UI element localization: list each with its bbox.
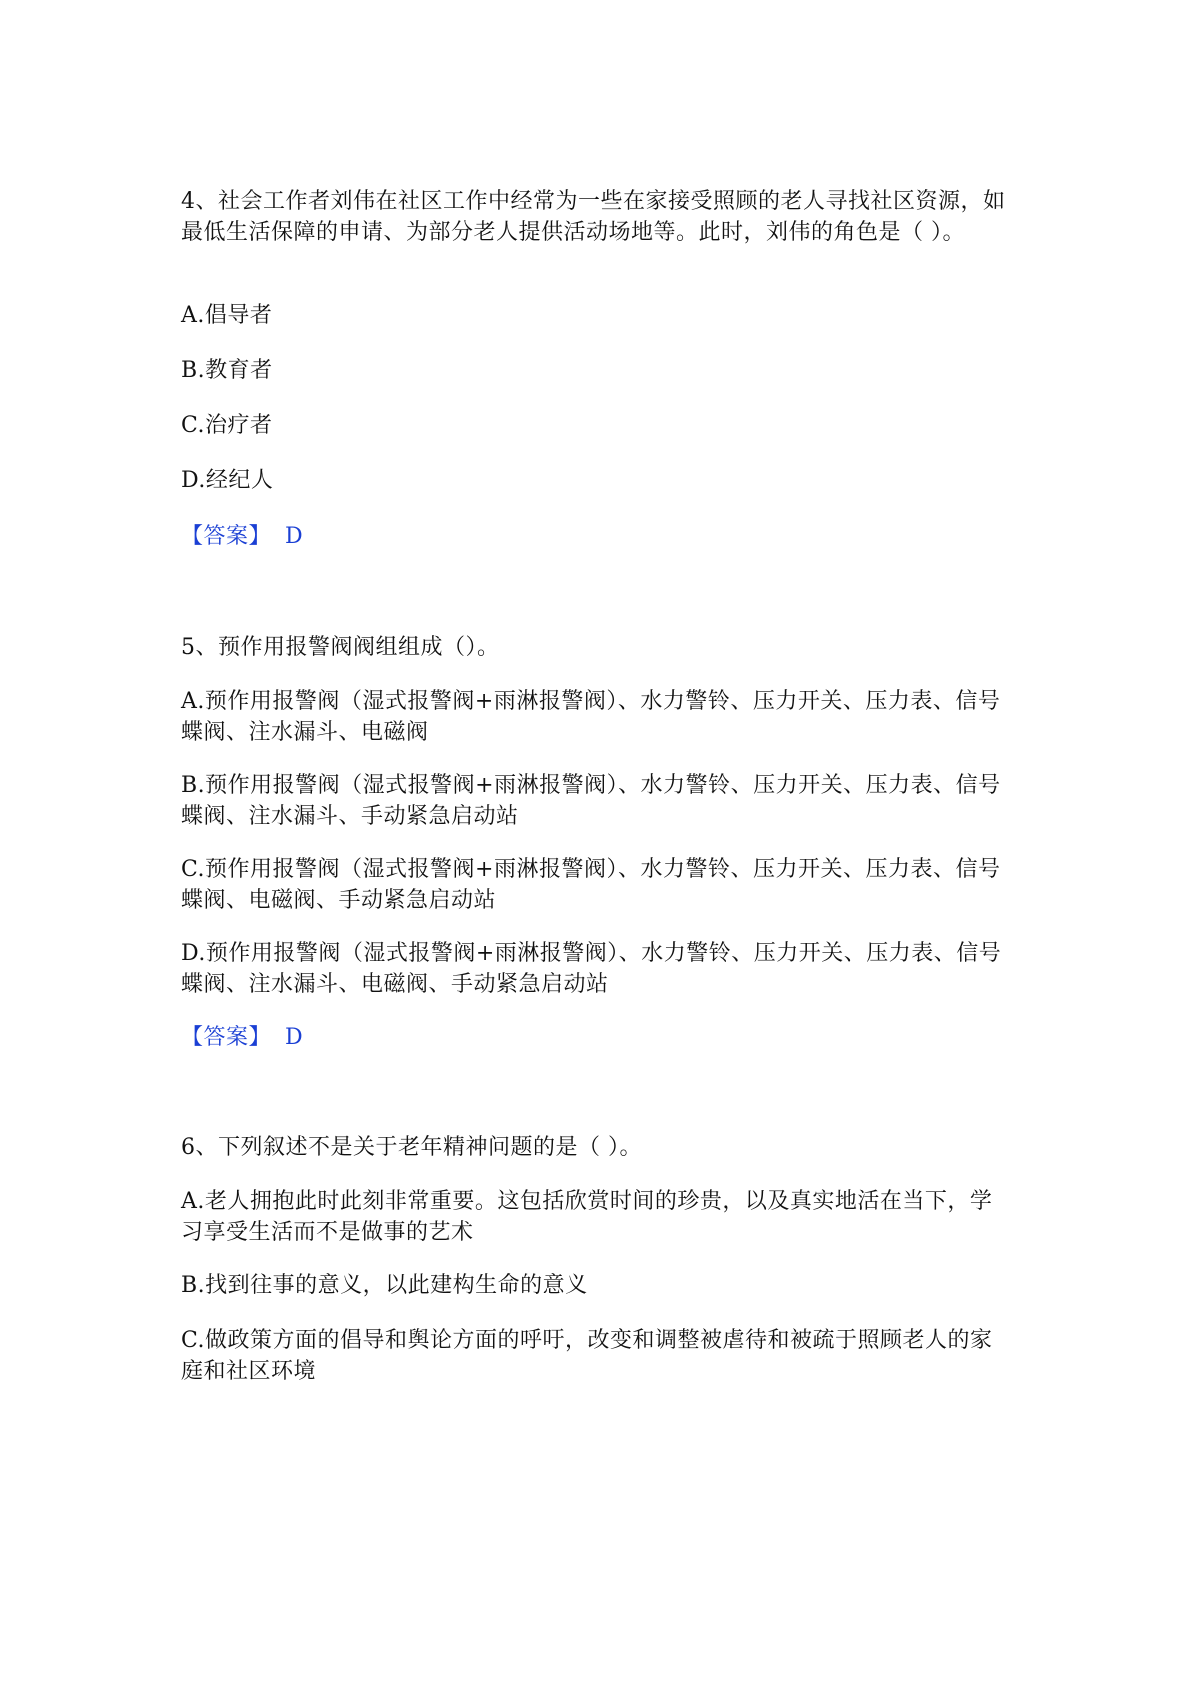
question-5-option-d: D.预作用报警阀（湿式报警阀+雨淋报警阀）、水力警铃、压力开关、压力表、信号蝶阀、注水漏斗、电磁阀、手动紧急启动站: [181, 941, 1002, 997]
question-4-stem: 4、社会工作者刘伟在社区工作中经常为一些在家接受照顾的老人寻找社区资源，如最低生活保障的申请、为部分老人提供活动场地等。此时，刘伟的角色是（ ）。: [181, 189, 1006, 245]
question-5-option-a: A.预作用报警阀（湿式报警阀+雨淋报警阀）、水力警铃、压力开关、压力表、信号蝶阀、注水漏斗、电磁阀: [181, 689, 1001, 745]
question-4-option-d: D.经纪人: [181, 468, 274, 493]
question-5-stem: 5、预作用报警阀阀组组成（）。: [181, 635, 500, 660]
question-4-option-b: B.教育者: [181, 358, 273, 383]
question-5-answer: [181, 1022, 303, 1053]
question-4-option-c: C.治疗者: [181, 413, 273, 438]
question-6-stem: 6、下列叙述不是关于老年精神问题的是（ ）。: [181, 1135, 642, 1160]
question-6-option-b: B.找到往事的意义，以此建构生命的意义: [181, 1273, 588, 1298]
question-6-option-c: C.做政策方面的倡导和舆论方面的呼吁，改变和调整被虐待和被疏于照顾老人的家庭和社区环境: [181, 1328, 993, 1384]
answer-label: 【答案】: [181, 1025, 272, 1050]
answer-value: D: [285, 1025, 304, 1050]
answer-value: D: [285, 524, 304, 549]
question-5-option-b: B.预作用报警阀（湿式报警阀+雨淋报警阀）、水力警铃、压力开关、压力表、信号蝶阀、注水漏斗、手动紧急启动站: [181, 773, 1001, 829]
question-5-option-c: C.预作用报警阀（湿式报警阀+雨淋报警阀）、水力警铃、压力开关、压力表、信号蝶阀、电磁阀、手动紧急启动站: [181, 857, 1001, 913]
question-4-option-a: A.倡导者: [181, 303, 273, 328]
answer-label: 【答案】: [181, 524, 272, 549]
question-6-option-a: A.老人拥抱此时此刻非常重要。这包括欣赏时间的珍贵，以及真实地活在当下，学习享受生活而不是做事的艺术: [181, 1189, 993, 1245]
question-4-answer: [181, 521, 303, 552]
